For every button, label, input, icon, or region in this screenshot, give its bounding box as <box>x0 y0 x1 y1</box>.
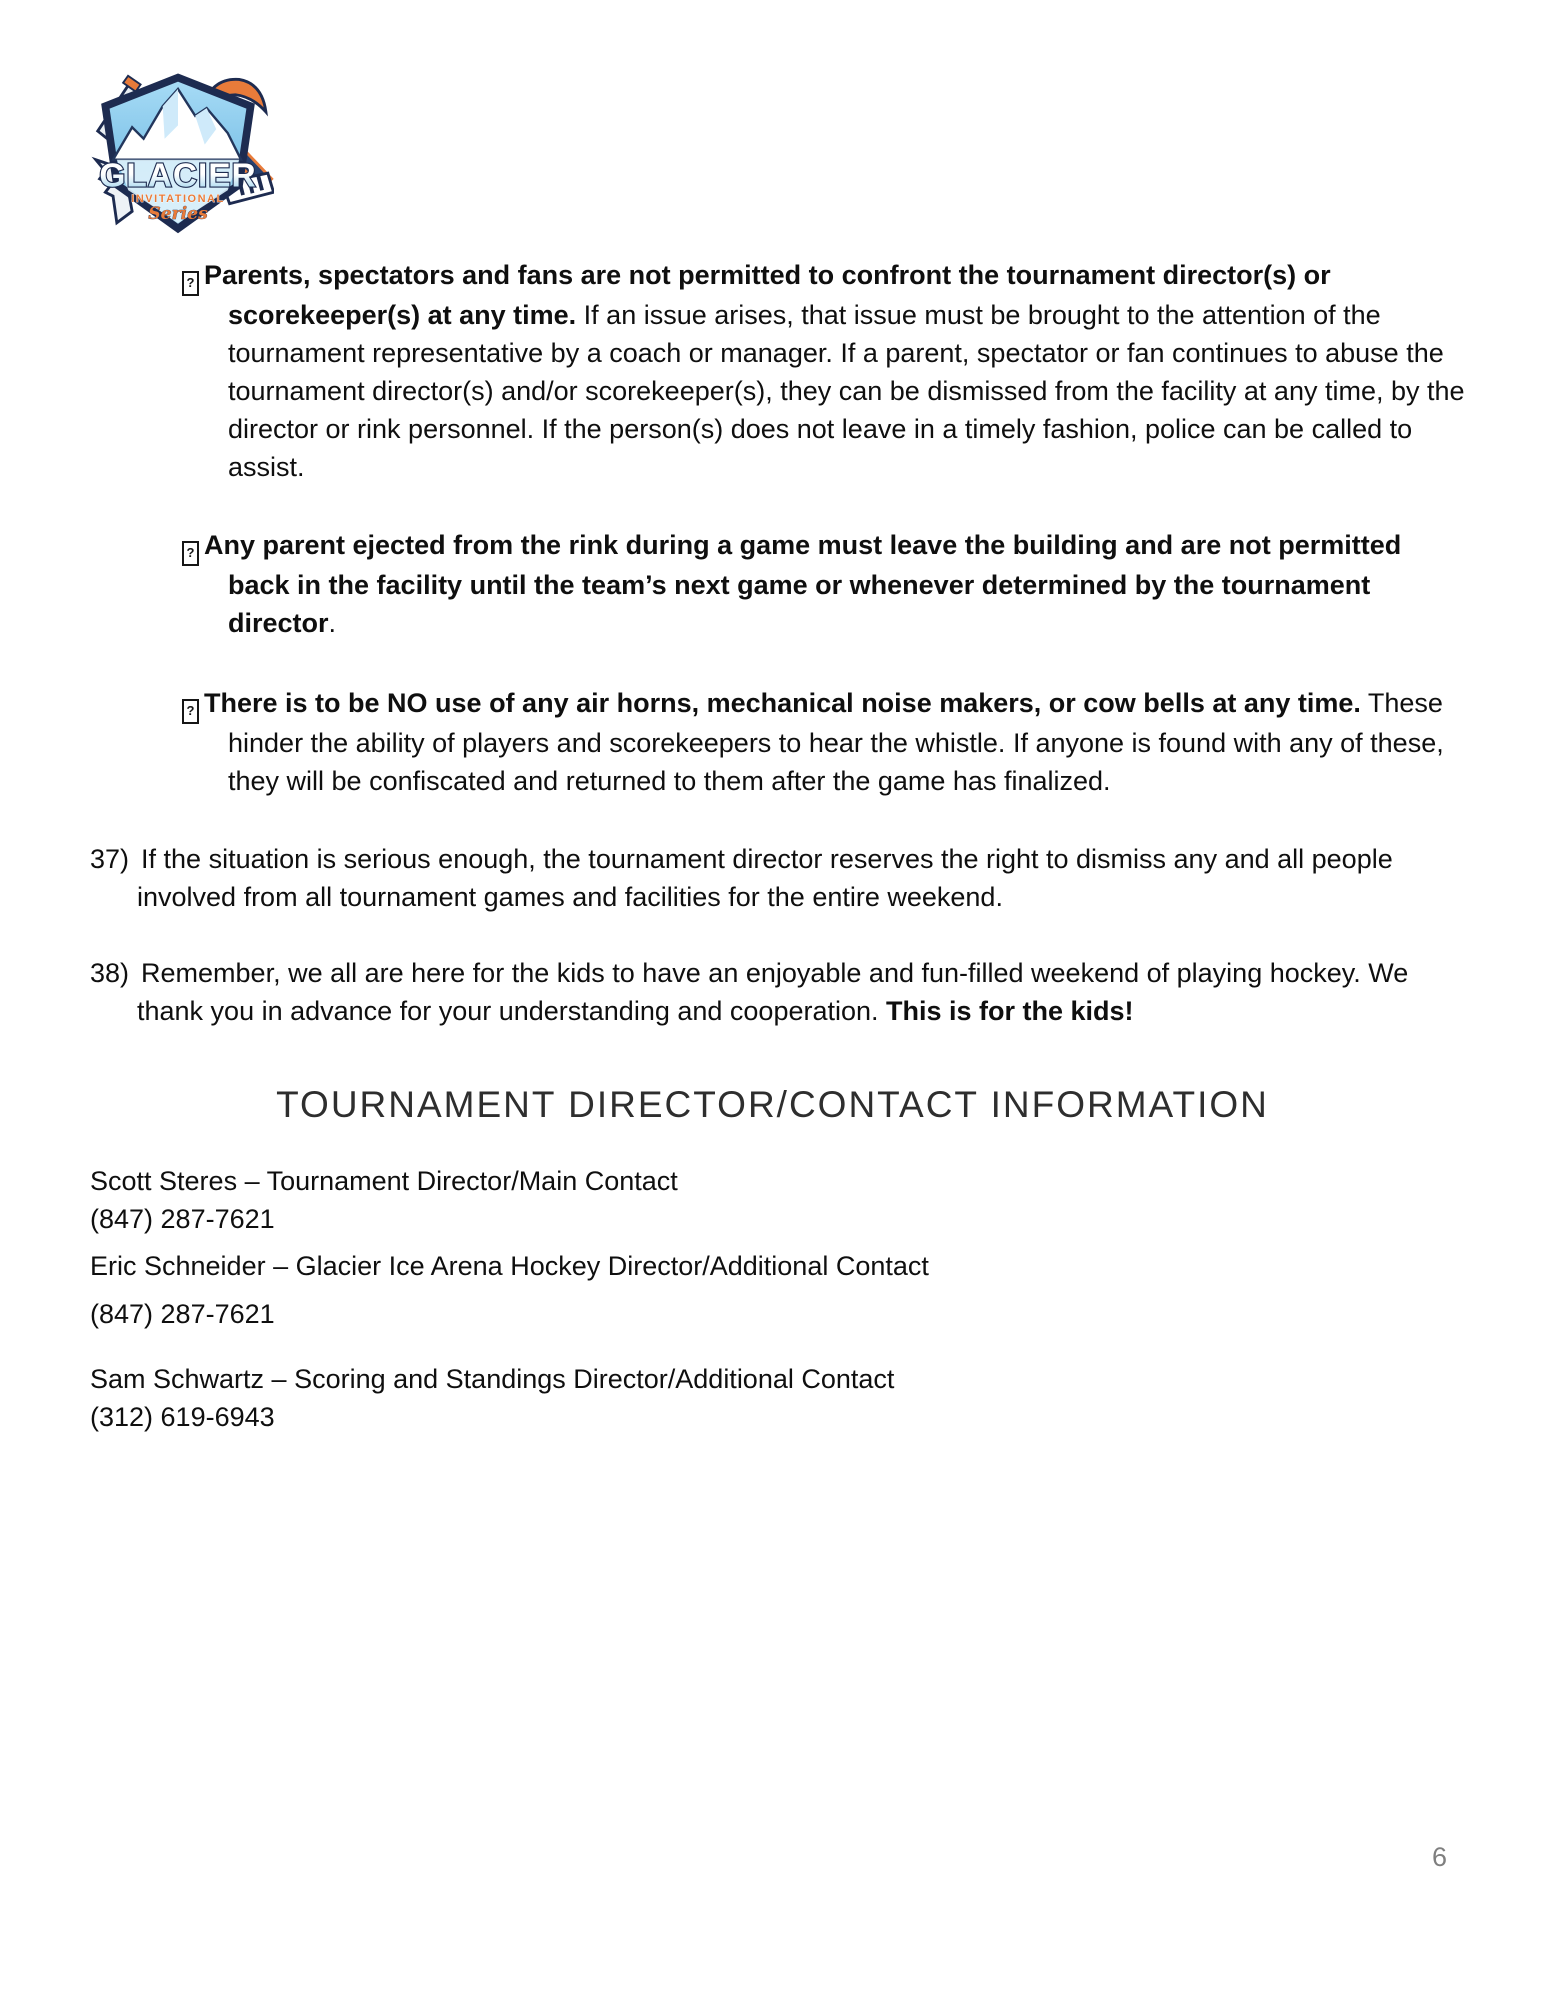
missing-glyph-bullet-icon: ? <box>182 541 199 566</box>
contact-phone: (847) 287-7621 <box>90 1299 275 1329</box>
section-heading-contact-info: TOURNAMENT DIRECTOR/CONTACT INFORMATION <box>276 1084 1269 1125</box>
glacier-logo-graphic <box>82 68 274 240</box>
rule-regular-text: Remember, we all are here for the kids to have an enjoyable and fun-filled weekend of playing hockey. We thank you in advance for your understanding and cooperation. <box>137 958 1409 1026</box>
rule-bold-text: There is to be NO use of any air horns, mechanical noise makers, or cow bells at any time. <box>204 688 1361 718</box>
rule-item-38 <box>90 954 1437 1030</box>
rule-number: 38) <box>90 958 130 988</box>
logo-series-text: Series <box>148 203 208 224</box>
rule-regular-text: If the situation is serious enough, the tournament director reserves the right to dismiss any and all people involved from all tournament games and facilities for the entire weekend. <box>137 844 1393 912</box>
rule-bullet-ejected-parent <box>186 526 1467 642</box>
contact-phone: (312) 619-6943 <box>90 1402 275 1432</box>
missing-glyph-bullet-icon: ? <box>182 699 199 724</box>
rule-number: 37) <box>90 844 130 874</box>
rule-bold-text: Parents, spectators and fans are not permitted to confront the tournament director(s) or scorekeeper(s) at any time. <box>204 260 1331 330</box>
rule-regular-text: . <box>328 608 337 638</box>
logo-glacier-text: GLACIER <box>99 157 257 195</box>
rule-item-37 <box>90 840 1437 916</box>
contact-phone: (847) 287-7621 <box>90 1204 275 1234</box>
rule-bold-text: Any parent ejected from the rink during a game must leave the building and are not permitted back in the facility until the team’s next game or whenever determined by the tournament director <box>204 530 1402 638</box>
contact-list <box>90 1162 1455 1436</box>
rule-regular-text: These hinder the ability of players and scorekeepers to hear the whistle. If anyone is found with any of these, they will be confiscated and returned to them after the game has finalized. <box>228 688 1444 796</box>
logo-invitational-text: INVITATIONAL <box>131 192 225 205</box>
page-number: 6 <box>1431 1842 1447 1872</box>
rule-regular-text: If an issue arises, that issue must be brought to the attention of the tournament representative by a coach or manager. If a parent, spectator or fan continues to abuse the tournament director(s) and/or scorekeeper(s), they can be dismissed from the facility at any time, by the director or rink personnel. If the person(s) does not leave in a timely fashion, police can be called to assist. <box>228 300 1465 482</box>
missing-glyph-bullet-icon: ? <box>182 271 199 296</box>
rule-bullet-parents <box>186 256 1467 486</box>
rule-bullet-noise-makers <box>186 684 1467 800</box>
contact-name: Eric Schneider – Glacier Ice Arena Hockey Director/Additional Contact <box>90 1251 929 1281</box>
contact-name: Sam Schwartz – Scoring and Standings Director/Additional Contact <box>90 1364 895 1394</box>
glacier-invitational-logo <box>82 68 274 240</box>
rules-content <box>0 256 1545 1436</box>
contact-name: Scott Steres – Tournament Director/Main Contact <box>90 1166 678 1196</box>
rule-bold-tail: This is for the kids! <box>886 996 1134 1026</box>
